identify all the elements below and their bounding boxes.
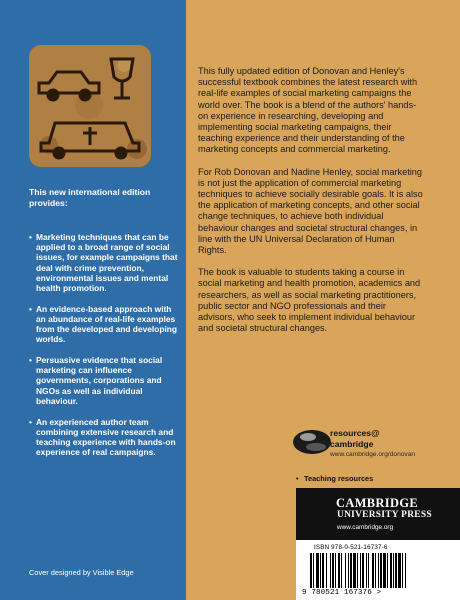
- cover-credit: Cover designed by Visible Edge: [29, 568, 134, 577]
- publisher-url[interactable]: www.cambridge.org: [337, 524, 394, 531]
- list-item: • Marketing techniques that can be applied to a broad range of social issues, for example campaigns that deal with crime prevention, environmental issues and mental health promotion.: [29, 232, 179, 293]
- publisher-subtitle: UNIVERSITY PRESS: [337, 510, 432, 520]
- description-paragraph: This fully updated edition of Donovan and Henley's successful textbook combines the latest research with real-life examples of social marketing campaigns the world over. The book is a blend of the authors' hands-on experience in researching, developing and implementing social marketing campaigns, their teaching experience and their understanding of the marketing concepts and commercial marketing.: [198, 66, 418, 155]
- features-list: [29, 232, 179, 468]
- teaching-bullet: •: [296, 474, 299, 483]
- resources-title: resources@: [330, 428, 380, 438]
- description-paragraph: For Rob Donovan and Nadine Henley, social marketing is not just the application of commercial marketing techniques to achieve socially desirable goals. It is also the application of marketing concepts, and other social change techniques, to achieve both individual behaviour changes and societal structural changes, in line with the UN Universal Declaration of Human Rights.: [198, 166, 423, 256]
- resources-url[interactable]: www.cambridge.org/donovan: [330, 451, 416, 458]
- resources-title-2: cambridge: [330, 439, 374, 449]
- teaching-resources: Teaching resources: [304, 474, 374, 483]
- publisher-name: CAMBRIDGE: [336, 496, 419, 510]
- description-paragraph: The book is valuable to students taking a course in social marketing and health promotion, academics and researchers, as well as social marketing practitioners, public sector and NGO professionals and their advisors, who seek to implement individual behaviour and societal structural changes.: [198, 267, 421, 334]
- isbn-label: ISBN 978-0-521-16737-6: [314, 544, 388, 551]
- sign-pictograms: [29, 45, 151, 167]
- list-item: • Persuasive evidence that social marketing can influence governments, corporations and NGOs as well as individual behaviour.: [29, 355, 179, 406]
- publisher-block: [296, 488, 460, 540]
- cover-illustration-sign: [29, 45, 151, 167]
- book-description: [198, 66, 423, 345]
- barcode-digits: 9 780521 167376 >: [302, 589, 382, 597]
- list-item: • An evidence-based approach with an abundance of real-life examples from the developed and developing worlds.: [29, 304, 179, 345]
- list-item: • An experienced author team combining extensive research and teaching experience with hands-on experience of real campaigns.: [29, 417, 179, 458]
- features-intro: This new international edition provides:: [29, 187, 151, 208]
- barcode-block: [296, 540, 460, 600]
- resources-block: [292, 420, 452, 466]
